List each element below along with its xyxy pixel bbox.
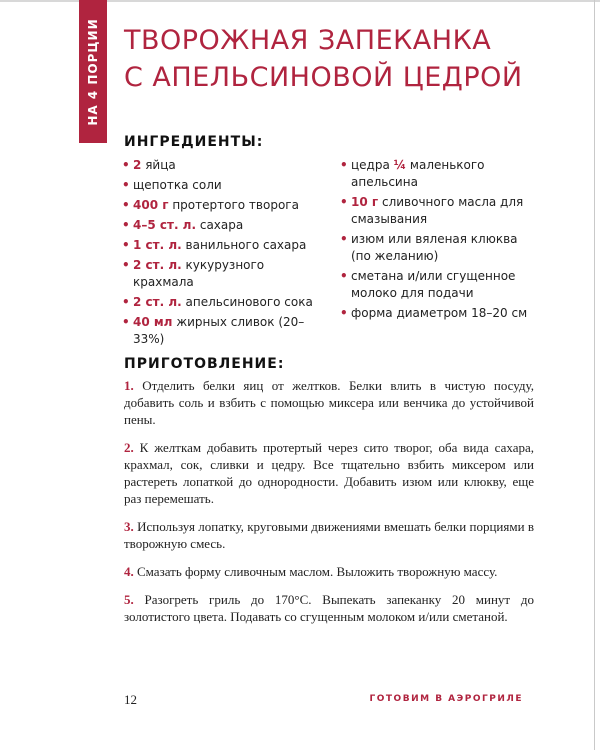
ingredient-text: кукурузного крахмала: [133, 258, 265, 289]
ingredient-item: [340, 305, 530, 322]
bullet: •: [122, 198, 130, 212]
ingredient-item: [122, 157, 322, 174]
ingredient-text: форма диаметром 18–20 см: [351, 306, 528, 320]
bullet: •: [122, 218, 130, 232]
bullet: •: [122, 158, 130, 172]
step: [124, 563, 534, 580]
ingredient-item: [340, 231, 530, 265]
servings-label: НА 4 ПОРЦИИ: [86, 18, 100, 126]
recipe-title-line-1: ТВОРОЖНАЯ ЗАПЕКАНКА: [124, 25, 492, 56]
running-footer-title: ГОТОВИМ В АЭРОГРИЛЕ: [369, 694, 523, 704]
recipe-title-line-2: С АПЕЛЬСИНОВОЙ ЦЕДРОЙ: [124, 62, 523, 93]
ingredient-text: протертого творога: [172, 198, 299, 212]
preparation-heading: ПРИГОТОВЛЕНИЕ:: [124, 356, 285, 372]
ingredient-text: ванильного сахара: [185, 238, 307, 252]
ingredient-text: апельсинового сока: [185, 295, 313, 309]
ingredient-text: маленького апельсина: [351, 158, 485, 189]
step: [124, 439, 534, 507]
step: [124, 377, 534, 428]
bullet: •: [122, 295, 130, 309]
bullet: •: [340, 158, 348, 172]
page-number: 12: [124, 692, 137, 707]
bullet: •: [122, 238, 130, 252]
ingredient-item: [122, 177, 322, 194]
ingredient-item: [122, 217, 322, 234]
ingredient-item: [340, 194, 530, 228]
ingredient-text: сметана и/или сгущенное молоко для подачи: [351, 269, 516, 300]
ingredient-text: яйца: [145, 158, 176, 172]
step-number: 2.: [124, 440, 134, 455]
ingredient-item: [122, 237, 322, 254]
ingredient-qty: ¼: [393, 158, 407, 172]
bullet: •: [340, 232, 348, 246]
recipe-title: [124, 22, 564, 96]
bullet: •: [122, 178, 130, 192]
ingredient-qty: 1 ст. л.: [133, 238, 182, 252]
step-text: Смазать форму сливочным маслом. Выложить творожную массу.: [137, 564, 498, 579]
bullet: •: [340, 306, 348, 320]
step-number: 1.: [124, 378, 134, 393]
ingredient-text: сливочного масла для смазывания: [351, 195, 524, 226]
ingredient-qty: 2 ст. л.: [133, 295, 182, 309]
ingredient-item: [122, 257, 322, 291]
ingredient-item: [122, 314, 322, 348]
bullet: •: [122, 315, 130, 329]
bullet: •: [122, 258, 130, 272]
ingredient-item: [122, 294, 322, 311]
ingredient-item: [122, 197, 322, 214]
ingredients-list-left: [122, 157, 322, 351]
step-text: Разогреть гриль до 170°С. Выпекать запеканку 20 минут до золотистого цвета. Подавать со сгущенным молоком и/или сметаной.: [124, 592, 534, 624]
page-edge-right: [594, 0, 595, 750]
ingredient-text: изюм или вяленая клюква (по желанию): [351, 232, 518, 263]
ingredients-list-right: [340, 157, 530, 325]
ingredient-qty: 2: [133, 158, 142, 172]
step-text: Отделить белки яиц от желтков. Белки влить в чистую посуду, добавить соль и взбить с помощью миксера или венчика до устойчивой пены.: [124, 378, 534, 427]
ingredient-qty: 40 мл: [133, 315, 173, 329]
step: [124, 591, 534, 625]
ingredient-text: цедра: [351, 158, 390, 172]
step-number: 3.: [124, 519, 134, 534]
ingredient-text: щепотка соли: [133, 178, 222, 192]
step-number: 5.: [124, 592, 134, 607]
ingredient-text: сахара: [199, 218, 244, 232]
ingredient-qty: 10 г: [351, 195, 379, 209]
step-text: Используя лопатку, круговыми движениями вмешать белки порциями в творожную смесь.: [124, 519, 534, 551]
preparation-steps: [124, 377, 534, 636]
ingredient-item: [340, 268, 530, 302]
ingredient-qty: 2 ст. л.: [133, 258, 182, 272]
ingredient-qty: 4–5 ст. л.: [133, 218, 197, 232]
step: [124, 518, 534, 552]
ingredient-qty: 400 г: [133, 198, 169, 212]
ingredient-text: жирных сливок (20–33%): [133, 315, 305, 346]
step-number: 4.: [124, 564, 134, 579]
bullet: •: [340, 269, 348, 283]
ingredient-item: [340, 157, 530, 191]
step-text: К желткам добавить протертый через сито творог, оба вида сахара, крахмал, сок, сливки и цедру. Все тщательно взбить миксером или растереть лопаткой до однородности. Добавить изюм или клюкву, еще раз перемешать.: [124, 440, 534, 506]
ingredients-heading: ИНГРЕДИЕНТЫ:: [124, 134, 264, 150]
bullet: •: [340, 195, 348, 209]
